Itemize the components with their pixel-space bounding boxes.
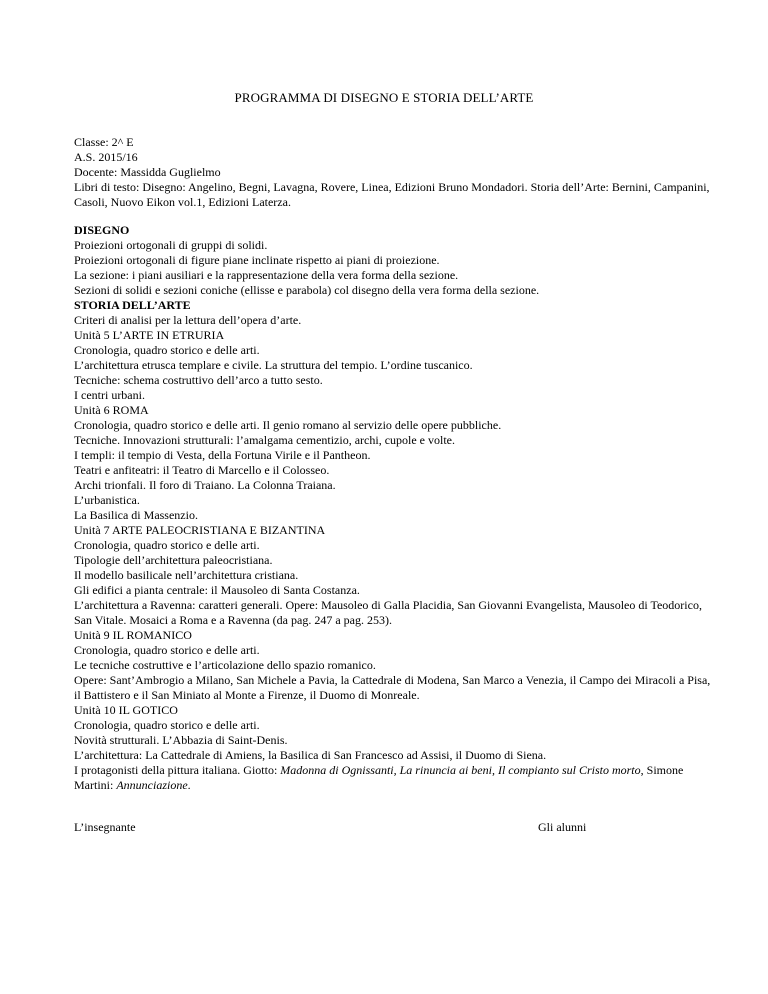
list-item: Proiezioni ortogonali di figure piane inclinate rispetto ai piani di proiezione. [74,253,440,267]
pittura-separator: , Simone Martini: [74,763,684,792]
list-item-pittura [74,763,714,793]
students-signature-label: Gli alunni [538,820,587,834]
list-item: Tecniche: schema costruttivo dell’arco a tutto sesto. [74,373,323,387]
list-item: I templi: il tempio di Vesta, della Fortuna Virile e il Pantheon. [74,448,371,462]
section-disegno [74,223,714,298]
list-item: Teatri e anfiteatri: il Teatro di Marcello e il Colosseo. [74,463,330,477]
list-item: I centri urbani. [74,388,145,402]
section-storia [74,298,714,793]
disegno-list [74,238,714,298]
teacher-line: Docente: Massidda Guglielmo [74,165,221,179]
list-item: Cronologia, quadro storico e delle arti. [74,643,260,657]
list-item: Unità 6 ROMA [74,403,149,417]
list-item: Novità strutturali. L’Abbazia di Saint-Denis. [74,733,288,747]
list-item: Tipologie dell’architettura paleocristiana. [74,553,273,567]
section-heading-disegno: DISEGNO [74,223,130,237]
school-year-line: A.S. 2015/16 [74,150,138,164]
textbooks-line: Libri di testo: Disegno: Angelino, Begni, Lavagna, Rovere, Linea, Edizioni Bruno Mondadori. Storia dell’Arte: Bernini, Campanini, Casoli, Nuovo Eikon vol.1, Edizioni Laterza. [74,180,710,209]
list-item: Unità 9 IL ROMANICO [74,628,192,642]
section-heading-storia: STORIA DELL’ARTE [74,298,191,312]
giotto-works: Madonna di Ognissanti, La rinuncia ai beni, Il compianto sul Cristo morto [280,763,641,777]
pittura-lead: I protagonisti della pittura italiana. Giotto: [74,763,281,777]
list-item: Unità 5 L’ARTE IN ETRURIA [74,328,225,342]
list-item: Unità 10 IL GOTICO [74,703,178,717]
list-item: Opere: Sant’Ambrogio a Milano, San Michele a Pavia, la Cattedrale di Modena, San Marco a Venezia, il Campo dei Miracoli a Pisa, il Battistero e il San Miniato al Monte a Firenze, il Duomo di Monreale. [74,673,711,702]
list-item: L’architettura: La Cattedrale di Amiens, la Basilica di San Francesco ad Assisi, il Duomo di Siena. [74,748,547,762]
list-item: La sezione: i piani ausiliari e la rappresentazione della vera forma della sezione. [74,268,459,282]
list-item: Sezioni di solidi e sezioni coniche (ellisse e parabola) col disegno della vera forma della sezione. [74,283,540,297]
list-item: Cronologia, quadro storico e delle arti. [74,718,260,732]
list-item: La Basilica di Massenzio. [74,508,198,522]
list-item: Criteri di analisi per la lettura dell’opera d’arte. [74,313,302,327]
list-item: L’urbanistica. [74,493,140,507]
list-item: Gli edifici a pianta centrale: il Mausoleo di Santa Costanza. [74,583,360,597]
teacher-signature-label: L’insegnante [74,820,136,834]
list-item: Il modello basilicale nell’architettura cristiana. [74,568,299,582]
list-item: Archi trionfali. Il foro di Traiano. La Colonna Traiana. [74,478,336,492]
class-line: Classe: 2^ E [74,135,134,149]
list-item: Proiezioni ortogonali di gruppi di solidi. [74,238,268,252]
pittura-end: . [187,778,191,792]
storia-list [74,313,714,793]
list-item: Cronologia, quadro storico e delle arti. [74,538,260,552]
document-header [74,135,714,210]
martini-work: Annunciazione [116,778,188,792]
list-item: Cronologia, quadro storico e delle arti. Il genio romano al servizio delle opere pubbliche. [74,418,502,432]
page-title: PROGRAMMA DI DISEGNO E STORIA DELL’ARTE [234,90,534,105]
list-item: Cronologia, quadro storico e delle arti. [74,343,260,357]
list-item: Le tecniche costruttive e l’articolazione dello spazio romanico. [74,658,376,672]
list-item: L’architettura a Ravenna: caratteri generali. Opere: Mausoleo di Galla Placidia, San Giovanni Evangelista, Mausoleo di Teodorico, San Vitale. Mosaici a Roma e a Ravenna (da pag. 247 a pag. 253). [74,598,702,627]
list-item: Tecniche. Innovazioni strutturali: l’amalgama cementizio, archi, cupole e volte. [74,433,456,447]
list-item: Unità 7 ARTE PALEOCRISTIANA E BIZANTINA [74,523,326,537]
list-item: L’architettura etrusca templare e civile. La struttura del tempio. L’ordine tuscanico. [74,358,473,372]
